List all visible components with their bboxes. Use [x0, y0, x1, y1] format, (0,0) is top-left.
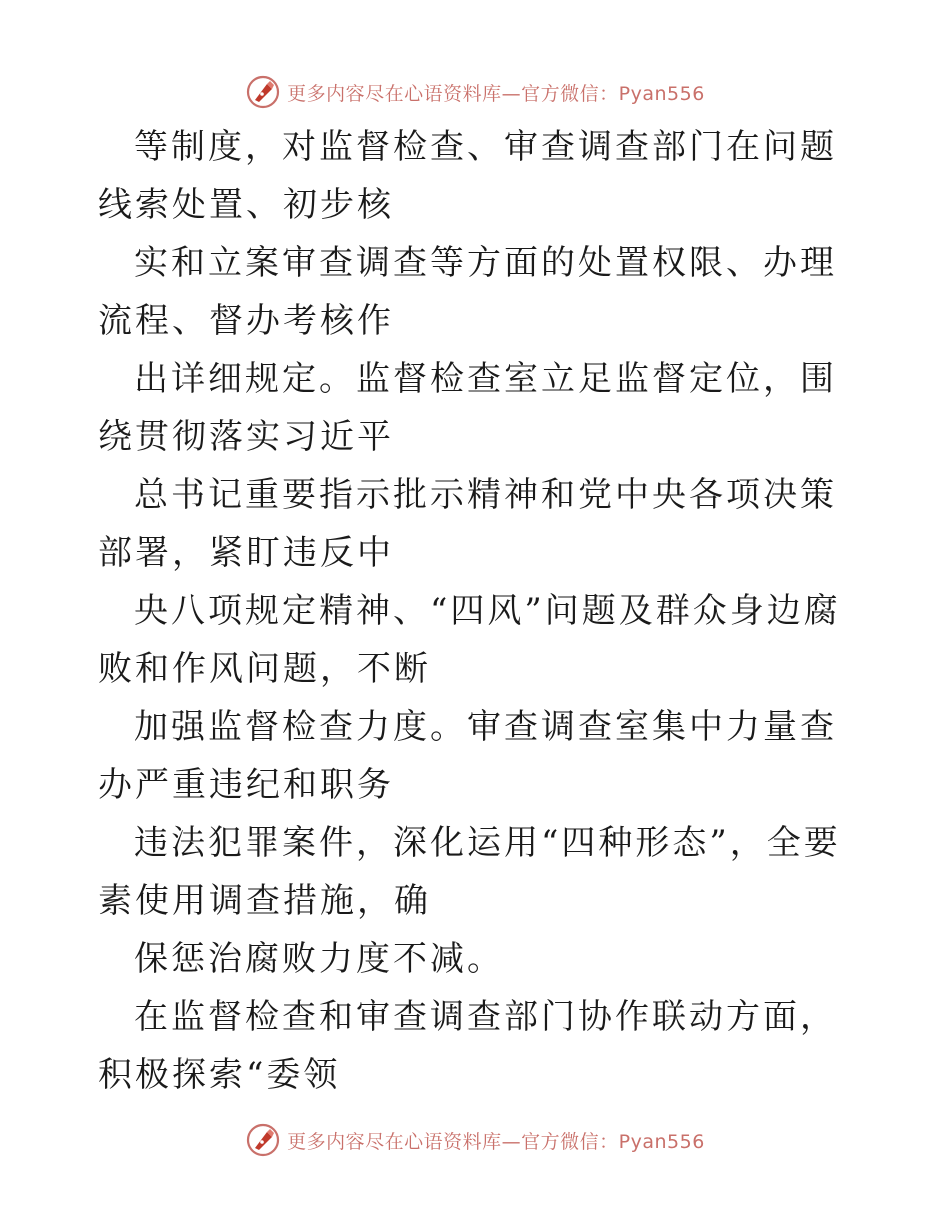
paragraph: 央八项规定精神、“四风”问题及群众身边腐败和作风问题，不断 — [98, 591, 841, 689]
paragraph: 总书记重要指示批示精神和党中央各项决策部署，紧盯违反中 — [98, 475, 837, 573]
watermark-text: 更多内容尽在心语资料库—官方微信：Pyan556 — [287, 1130, 705, 1153]
document-body — [98, 118, 858, 1104]
paragraph: 违法犯罪案件，深化运用“四种形态”，全要素使用调查措施，确 — [98, 823, 841, 921]
paragraph: 在监督检查和审查调查部门协作联动方面，积极探索“委领 — [98, 997, 837, 1095]
paragraph: 等制度，对监督检查、审查调查部门在问题线索处置、初步核 — [98, 127, 837, 225]
paragraph: 出详细规定。监督检查室立足监督定位，围绕贯彻落实习近平 — [98, 359, 837, 457]
watermark-text: 更多内容尽在心语资料库—官方微信：Pyan556 — [287, 82, 705, 105]
header-watermark — [0, 72, 950, 112]
pen-nib-circle-icon — [245, 74, 281, 110]
footer-watermark — [0, 1120, 950, 1160]
paragraph: 实和立案审查调查等方面的处置权限、办理流程、督办考核作 — [98, 243, 837, 341]
pen-nib-circle-icon — [245, 1122, 281, 1158]
paragraph: 加强监督检查力度。审查调查室集中力量查办严重违纪和职务 — [98, 707, 837, 805]
paragraph: 保惩治腐败力度不减。 — [134, 939, 504, 979]
